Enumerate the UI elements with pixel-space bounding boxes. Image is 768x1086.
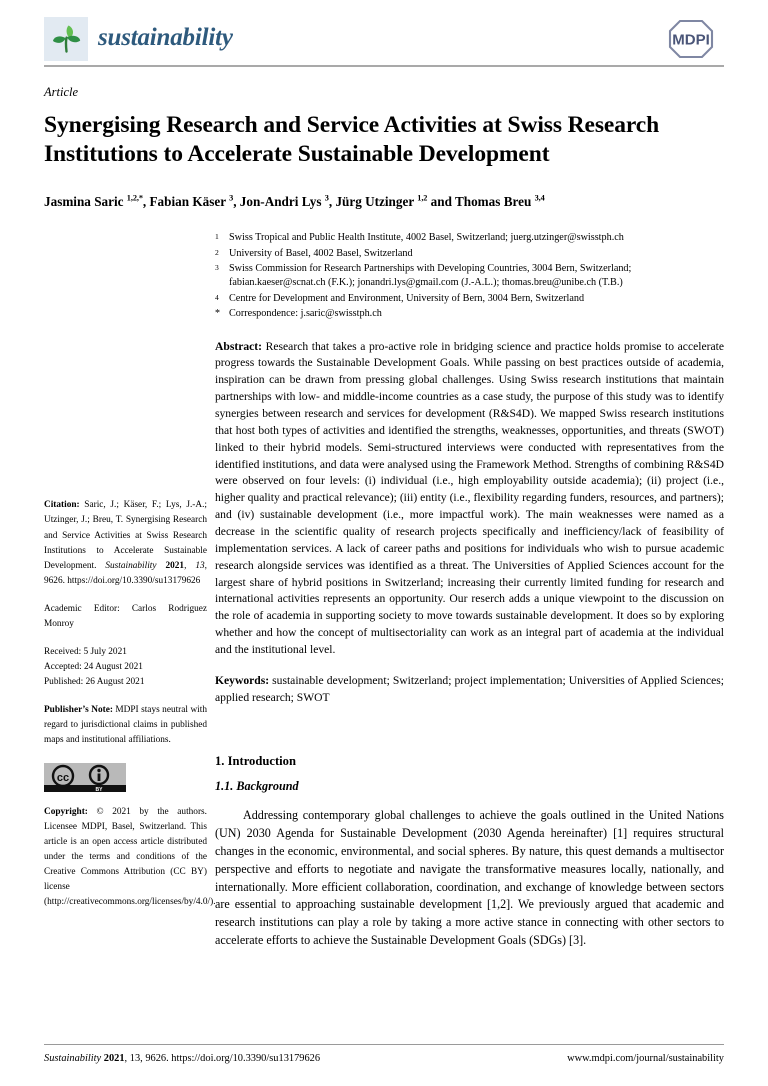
citation-volume: , 13 (184, 560, 205, 571)
sidebar-spacer-2 (44, 632, 207, 645)
affiliation-text: Swiss Commission for Research Partnerships with Developing Countries, 3004 Bern, Switzerland; fabian.kaeser@scnat.ch (F.K.); jonandri.lys@gmail.com (J.-A.L.); thomas.breu@unibe.ch (T.B.) (229, 262, 632, 289)
article-type-label: Article (44, 85, 79, 99)
sidebar-metadata (44, 231, 216, 961)
citation-doi[interactable]: , 9626. https://doi.org/10.3390/su13179626 (44, 560, 207, 586)
main-column (207, 231, 724, 961)
abstract-text: Research that takes a pro-active role in bridging science and practice holds promise to accelerate progress towards the Sustainable Development Goals. While passing on best practices outside of academia, inspiration can be drawn from pressing global challenges. Using Swiss research institutions that maintain partnerships with low- and middle-income countries as a case study, the purpose of this study was to identify synergies between research and services for development (R&S4D). We mapped Swiss research institutions that host both types of activities and identified the strengths, weaknesses, opportunities, and threats (SWOT) linked to their hybrid models. Semi-structured interviews were conducted with representatives from the identified institutions, and data were analysed using the Framework Method. Strengths of combining R&S4D were observed on four levels: (i) individual (i.e., high employability outside academia); (ii) project (i.e., higher quality and practical relevance); (iii) entity (i.e., flexibility regarding funders, resources, and partners); and (iv) sustainable development (i.e., more impactful work). The main weaknesses were named as a decrease in the scientific quality of research projects specifically and inefficiency/lack of feasibility of implementation services. A lack of career paths and positions for individuals who wish to pursue academic research alongside services was identified as a threat. The Universities of Applied Sciences account for the largest share of hybrid positions in Switzerland; increasing their currently limited funding for research and international activities represents an opportunity. Our reserch adds a unique viewpoint to the discussion on the role of academia in supporting society to move towards sustainable development. It does so by exploring whether and how the concept of multisectoriality can work as an integral part of academia at the individual and the institutional level. (215, 339, 724, 656)
section-heading-introduction: 1. Introduction (215, 753, 296, 768)
academic-editor: Academic Editor: Carlos Rodriguez Monroy (44, 603, 207, 629)
mdpi-hexagon-logo[interactable] (658, 17, 724, 61)
affiliation-text: University of Basel, 4002 Basel, Switzerland (229, 247, 413, 259)
journal-wordmark: sustainability (98, 24, 233, 51)
received-date: Received: 5 July 2021 (44, 646, 127, 657)
affiliation-row (215, 231, 724, 246)
keywords-text: sustainable development; Switzerland; project implementation; Universities of Applied Sciences; applied research; SWOT (215, 673, 724, 704)
citation-year: 2021 (156, 560, 185, 571)
publisher-note-label: Publisher’s Note: (44, 704, 113, 715)
citation-block (44, 498, 207, 588)
affiliation-marker: * (215, 307, 220, 319)
mdpi-logo-text: MDPI (672, 31, 710, 49)
footer-issue: , 13, 9626. https://doi.org/10.3390/su13179626 (124, 1053, 321, 1064)
citation-text-a: Saric, J.; Käser, F.; Lys, J.-A.; Utzinger, J.; Breu, T. Synergising Research and Service Activities at Swiss Research Institutions to Accelerate Sustainable Development. (44, 500, 207, 571)
footer-year: 2021 (101, 1053, 125, 1064)
affiliation-list (215, 231, 724, 321)
affiliation-text: Centre for Development and Environment, University of Bern, 3004 Bern, Switzerland (229, 292, 585, 304)
abstract (215, 339, 724, 659)
journal-brand[interactable] (44, 17, 233, 61)
author-list: Jasmina Saric $^{1,2,*}$, Fabian Käser $^3$, Jon-Andri Lys $^3$, Jürg Utzinger $^{1,2}$ and Thomas Breu $^{3,4}$ (44, 193, 545, 210)
page-title: Synergising Research and Service Activities at Swiss Research Institutions to Accelerate Sustainable Development (44, 111, 660, 167)
affiliation-row (215, 262, 724, 291)
footer-divider (44, 1044, 724, 1045)
copyright-block (44, 805, 216, 910)
footer-url[interactable]: www.mdpi.com/journal/sustainability (567, 1053, 724, 1064)
footer-row (44, 1053, 724, 1064)
publisher-note-text: MDPI stays neutral with regard to jurisdictional claims in published maps and institutional affiliations. (44, 704, 207, 746)
svg-text:cc: cc (56, 772, 70, 785)
sidebar-spacer (44, 589, 207, 602)
footer-journal: Sustainability (44, 1053, 102, 1064)
affiliation-marker: 1 (215, 232, 219, 242)
accepted-date: Accepted: 24 August 2021 (44, 661, 143, 672)
publisher-note (44, 703, 207, 748)
affiliation-text: Correspondence: j.saric@swisstph.ch (229, 307, 382, 319)
keywords (215, 673, 724, 707)
header-divider (44, 65, 724, 67)
keywords-label: Keywords: (215, 673, 270, 687)
copyright-text: © 2021 by the authors. Licensee MDPI, Basel, Switzerland. This article is an open access article distributed under the terms and conditions of the Creative Commons Attribution (CC BY) license (http://creativecommons.org/licenses/by/4.0/). (44, 807, 216, 908)
body-grid (44, 231, 724, 961)
footer-citation (44, 1053, 320, 1064)
affiliation-marker: 2 (215, 247, 219, 257)
copyright-label: Copyright: (44, 807, 88, 818)
published-date: Published: 26 August 2021 (44, 676, 145, 687)
affiliation-row (215, 307, 724, 322)
section-paragraph: Addressing contemporary global challenges to achieve the goals outlined in the United Nations (UN) 2030 Agenda for Sustainable Development (2030 Agenda hereinafter) [1] requires structural changes in the economic, environmental, and social spheres. By nature, this quest demands a multisector perspective and efforts to negotiate and navigate the transformative measures locally, nationally, and internationally. More efficient collaboration, coordination, and exchange of knowledge between sectors are essential to approaching sustainable development [1,2]. We previously argued that academic and research institutions can play a role by taking a more active stance in connecting with other sectors to accelerate efforts to achieve the Sustainable Development Goals (SDGs) [3]. (215, 808, 724, 947)
citation-label: Citation: (44, 500, 80, 511)
affiliation-marker: 4 (215, 292, 219, 302)
subsection-heading-background: 1.1. Background (215, 779, 299, 794)
seedling-leaf-icon (44, 17, 88, 61)
citation-journal: Sustainability (105, 560, 157, 571)
affiliation-marker: 3 (215, 262, 219, 272)
page-footer (44, 1044, 724, 1064)
affiliation-row (215, 292, 724, 307)
sidebar-spacer-3 (44, 690, 207, 703)
affiliation-row (215, 247, 724, 262)
affiliation-text: Swiss Tropical and Public Health Institute, 4002 Basel, Switzerland; juerg.utzinger@swisstph.ch (229, 232, 624, 244)
svg-text:BY: BY (95, 787, 103, 793)
creative-commons-by-badge[interactable] (44, 763, 126, 792)
abstract-label: Abstract: (215, 339, 263, 353)
masthead (44, 0, 724, 62)
